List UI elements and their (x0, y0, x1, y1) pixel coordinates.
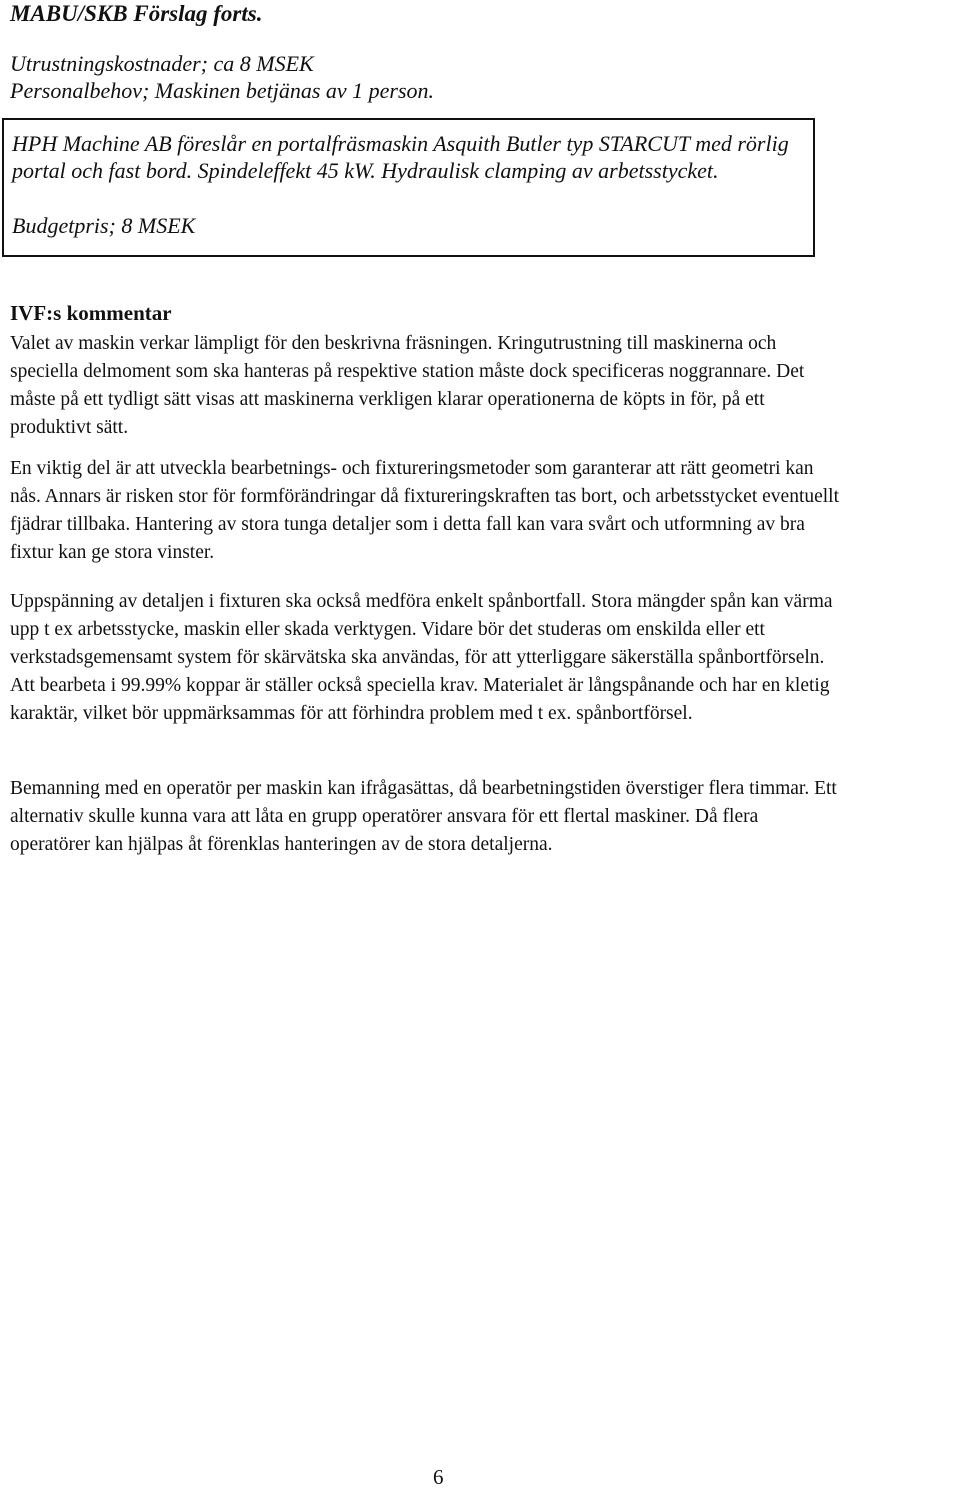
comment-paragraph: Uppspänning av detaljen i fixturen ska också medföra enkelt spånbortfall. Stora mängder spån kan värma upp t ex arbetsstycke, maskin eller skada verktygen. Vidare bör det studeras om enskilda eller ett verkstadsgemensamt system för skärvätska ska användas, för att ytterliggare säkerställa spånbortförseln. Att bearbeta i 99.99% koppar är ställer också speciella krav. Materialet är långspånande och har en kletig karaktär, vilket bör uppmärksammas för att förhindra problem med t ex. spånbortförsel. (10, 591, 833, 724)
document-heading: MABU/SKB Förslag forts. (10, 1, 263, 26)
equipment-cost-line: Utrustningskostnader; ca 8 MSEK (10, 51, 314, 76)
cost-summary (10, 50, 434, 104)
proposal-text: HPH Machine AB föreslår en portalfräsmaskin Asquith Butler typ STARCUT med rörlig portal och fast bord. Spindeleffekt 45 kW. Hydraulisk clamping av arbetsstycket. (12, 131, 789, 183)
comment-paragraph: Bemanning med en operatör per maskin kan ifrågasättas, då bearbetningstiden överstiger flera timmar. Ett alternativ skulle kunna vara att låta en grupp operatörer ansvara för ett flertal maskiner. Då flera operatörer kan hjälpas åt förenklas hanteringen av de stora detaljerna. (10, 778, 837, 855)
staffing-line: Personalbehov; Maskinen betjänas av 1 person. (10, 78, 435, 103)
comment-paragraph: Valet av maskin verkar lämpligt för den beskrivna fräsningen. Kringutrustning till maskinerna och speciella delmoment som ska hanteras på respektive station måste dock specificeras noggrannare. Det måste på ett tydligt sätt visas att maskinerna verkligen klarar operationerna de köpts in för, på ett produktivt sätt. (10, 333, 805, 438)
page-number: 6 (433, 1465, 444, 1489)
proposal-box (2, 118, 815, 257)
comment-title: IVF:s kommentar (10, 301, 172, 325)
comment-section (10, 300, 840, 326)
proposal-budget: Budgetpris; 8 MSEK (12, 213, 196, 238)
comment-paragraph: En viktig del är att utveckla bearbetnings- och fixtureringsmetoder som garanterar att rätt geometri kan nås. Annars är risken stor för formförändringar då fixtureringskraften tas bort, och arbetsstycket eventuellt fjädrar tillbaka. Hantering av stora tunga detaljer som i detta fall kan vara svårt och utformning av bra fixtur kan ge stora vinster. (10, 458, 840, 563)
